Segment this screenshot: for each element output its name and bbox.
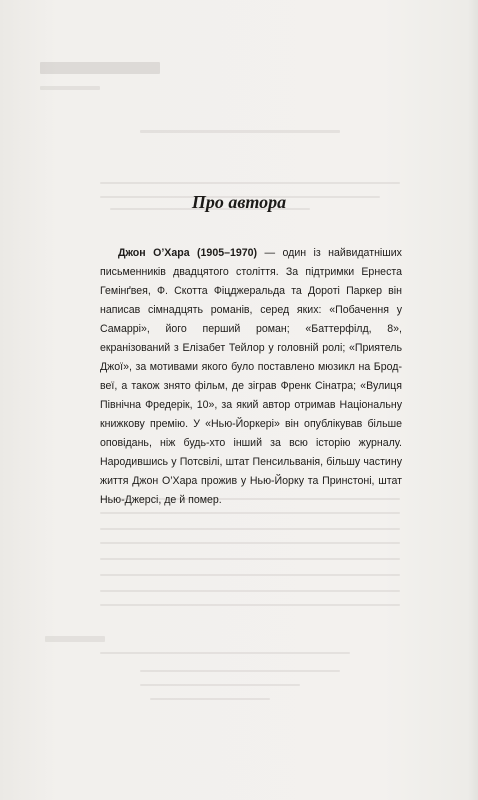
section-heading: Про автора: [191, 192, 287, 212]
page-edge-shadow: [468, 0, 478, 800]
author-name: Джон О’Хара: [118, 247, 190, 259]
author-bio-paragraph: [100, 244, 402, 510]
author-bio-text: — один із найвидатніших письменників двадцятого століття. За підтримки Ернеста Гемінґвея, Ф. Скотта Фіцджеральда та Дороті Паркер він написав сімнадцять романів, серед яких: «Побачення у Самаррі», його перший роман; «Баттерфілд, 8», екранізований з Елізабет Тейлор у головній ролі; «Приятель Джої», за мотивами якого було поставлено мюзикл на Бродвеї, а також знято фільм, де зіграв Френк Сінатра; «Вулиця Північна Фредерік, 10», за який автор отримав Національну книжкову премію. У «Нью-Йоркері» він опублікував більше оповідань, ніж будь-хто інший за всю історію журналу. Народившись у Потсвілі, штат Пенсильванія, більшу частину життя Джон О’Хара прожив у Нью-Йорку та Принстоні, штат Нью-Джерсі, де й помер.: [100, 247, 402, 506]
author-years: (1905–1970): [189, 247, 258, 259]
